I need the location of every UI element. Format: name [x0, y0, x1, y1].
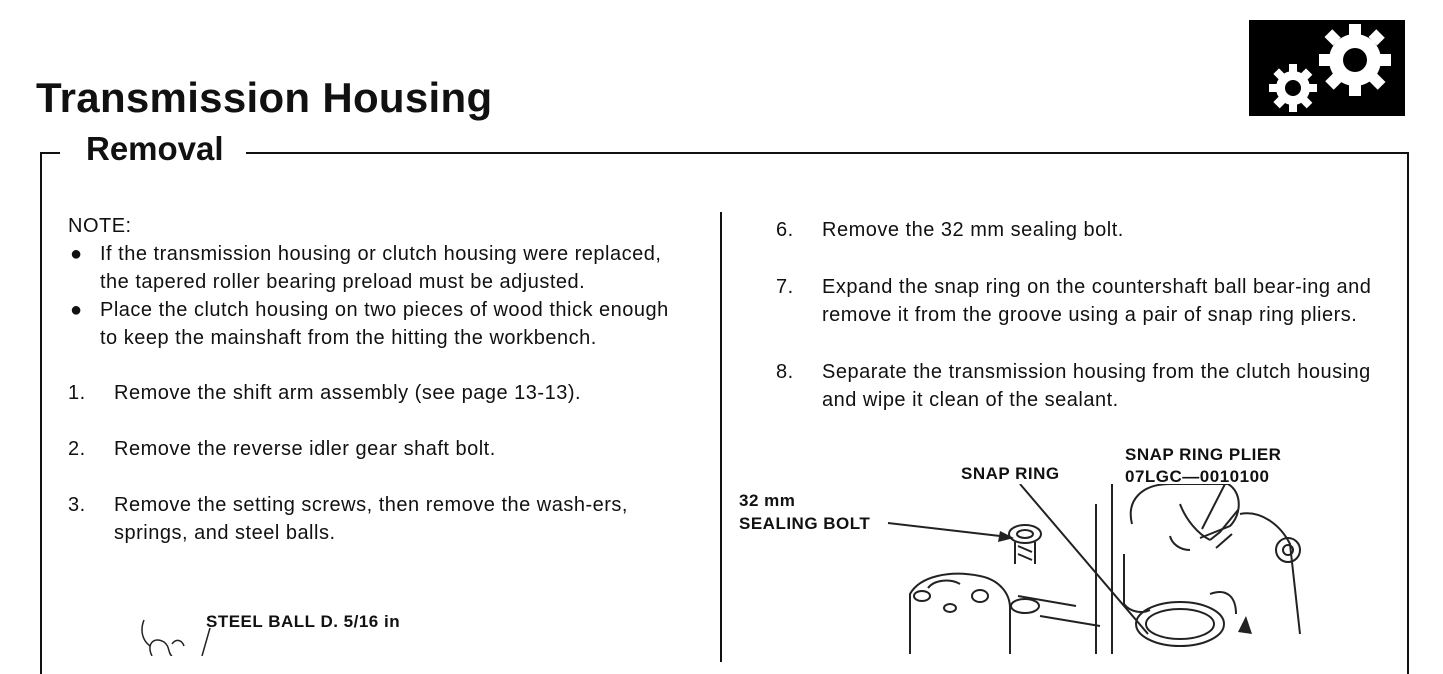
snap-ring-plier-label: SNAP RING PLIER: [1125, 445, 1282, 464]
section-heading: Removal: [60, 130, 246, 168]
step-text: Expand the snap ring on the countershaft ball bear-ing and remove it from the groove using a pair of snap ring pliers.: [822, 276, 1372, 326]
frame-corner: [40, 152, 62, 154]
gears-icon: [1249, 20, 1405, 116]
step-number: 2.: [68, 438, 86, 460]
step-item: [68, 379, 678, 407]
snap-ring-label: SNAP RING: [961, 464, 1060, 483]
step-text: Remove the setting screws, then remove the wash-ers, springs, and steel balls.: [114, 494, 628, 544]
step-number: 1.: [68, 382, 86, 404]
step-text: Remove the shift arm assembly (see page 13-13).: [114, 382, 582, 404]
step-number: 7.: [776, 276, 794, 298]
note-label: NOTE:: [68, 215, 132, 237]
steel-ball-label: STEEL BALL D. 5/16 in: [206, 612, 401, 631]
note-bullet: ● Place the clutch housing on two pieces of wood thick enough to keep the mainshaft from the hitting the workbench.: [68, 296, 678, 352]
page-title: Transmission Housing: [36, 74, 493, 121]
step-item: [776, 216, 1381, 244]
step-item: [68, 435, 678, 463]
steps-list-right: [776, 216, 1381, 414]
snap-ring-plier-part-number: 07LGC—0010100: [1125, 467, 1270, 486]
right-column: [776, 216, 1381, 414]
steel-ball-illustration: [112, 616, 232, 656]
step-text: Remove the 32 mm sealing bolt.: [822, 219, 1124, 241]
step-number: 6.: [776, 219, 794, 241]
step-number: 3.: [68, 494, 86, 516]
step-number: 8.: [776, 361, 794, 383]
left-column: [68, 212, 678, 547]
step-text: Remove the reverse idler gear shaft bolt.: [114, 438, 496, 460]
steps-list-left: [68, 379, 678, 547]
note-bullet: ● If the transmission housing or clutch housing were replaced, the tapered roller bearing preload must be adjusted.: [68, 240, 678, 296]
housing-illustration: [880, 484, 1400, 654]
sealing-bolt-label: SEALING BOLT: [739, 514, 871, 533]
column-divider: [720, 212, 722, 662]
sealing-bolt-size-label: 32 mm: [739, 491, 796, 510]
step-item: [776, 273, 1381, 329]
step-text: Separate the transmission housing from the clutch housing and wipe it clean of the sealant.: [822, 361, 1371, 411]
step-item: [776, 358, 1381, 414]
note-list: [68, 240, 678, 352]
step-item: [68, 491, 678, 547]
